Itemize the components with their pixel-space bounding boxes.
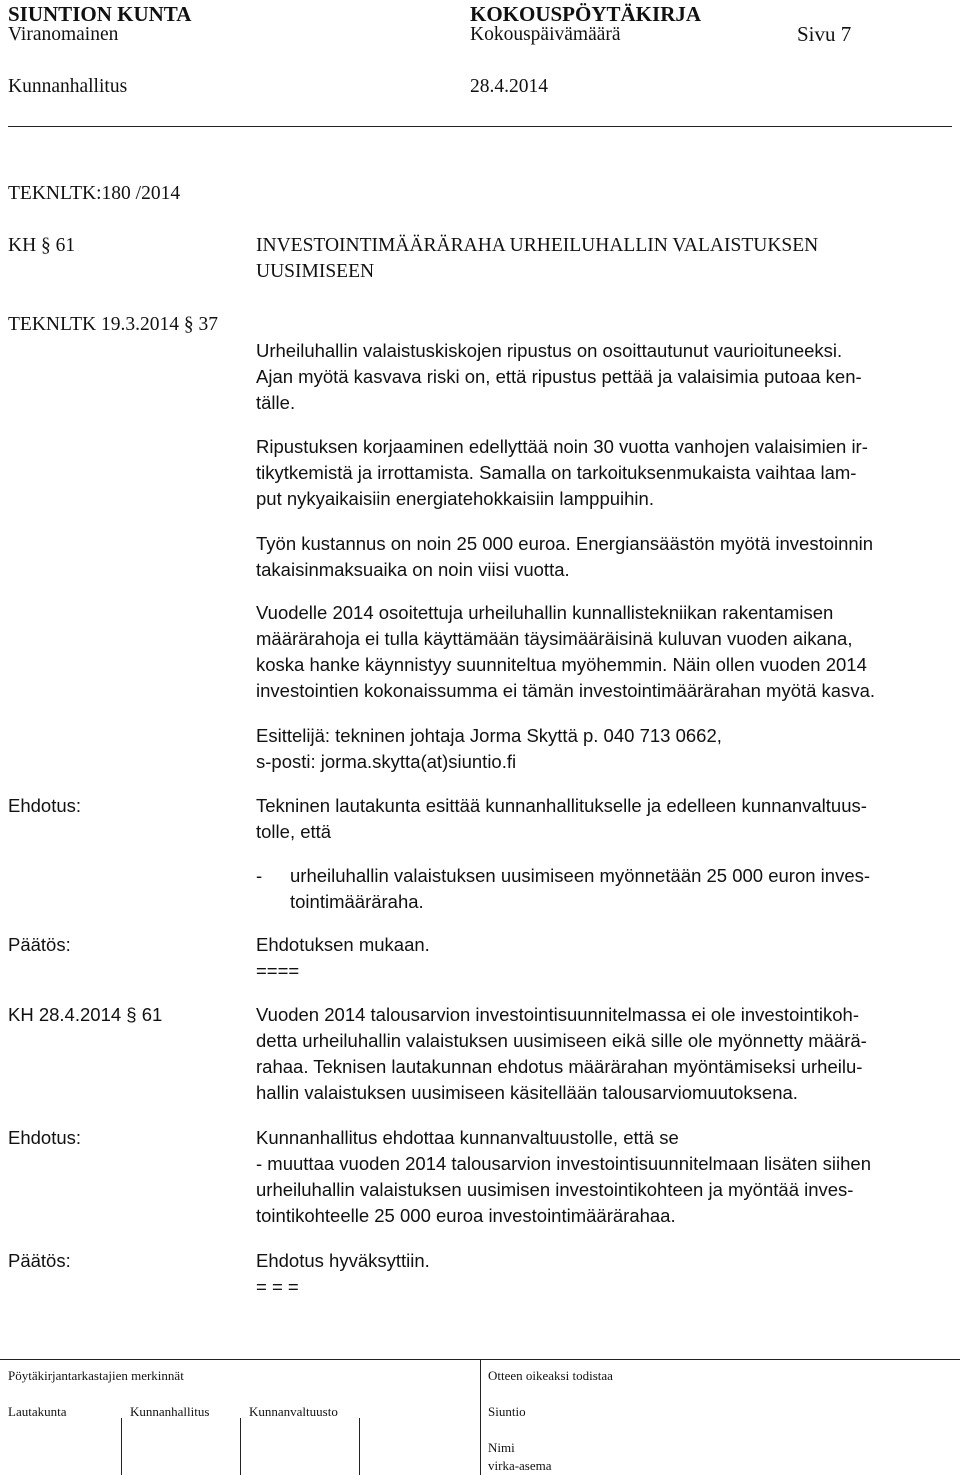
paragraph-3: Työn kustannus on noin 25 000 euroa. Energiansäästön myötä investoinnin takaisinmaksuaika on noin viisi vuotta. <box>256 533 874 580</box>
bullet-text: urheiluhallin valaistuksen uusimiseen myönnetään 25 000 euron inves- tointimääräraha. <box>290 865 871 912</box>
footer-signers-label: Pöytäkirjantarkastajien merkinnät <box>8 1368 184 1383</box>
footer-place: Siuntio <box>488 1404 526 1419</box>
paragraph-2: Ripustuksen korjaaminen edellyttää noin 30 vuotta vanhojen valaisimien ir- tikytkemistä ja irrottamista. Samalla on tarkoituksenmukaista vaihtaa lam- put nykyaikaisiin energiatehokkaisiin lamppuihin. <box>256 436 868 509</box>
page-number: Sivu 7 <box>797 22 852 46</box>
reference-teknltk-meeting: TEKNLTK 19.3.2014 § 37 <box>8 314 218 335</box>
decision-2-text: Ehdotus hyväksyttiin. = = = <box>256 1250 430 1297</box>
proposal-label: Ehdotus: <box>8 795 82 816</box>
decision-text: Ehdotuksen mukaan. ==== <box>256 934 430 981</box>
proposal-2-text: Kunnanhallitus ehdottaa kunnanvaltuustolle, että se - muuttaa vuoden 2014 talousarvion investointisuunnitelmaan lisäten siihen urheiluhallin valaistuksen uusimisen investointikohteen ja myöntää inves- tointikohteelle 25 000 euroa investointimäärärahaa. <box>256 1127 871 1226</box>
authority-label: Viranomainen <box>8 24 119 45</box>
footer-grid-line-2 <box>240 1418 241 1475</box>
kh-meeting-code: KH 28.4.2014 § 61 <box>8 1004 163 1025</box>
footer-title-label: virka-asema <box>488 1458 552 1473</box>
section-title: INVESTOINTIMÄÄRÄRAHA URHEILUHALLIN VALAISTUKSEN UUSIMISEEN <box>256 235 819 282</box>
header-rule <box>8 126 952 127</box>
kh-text: Vuoden 2014 talousarvion investointisuunnitelmassa ei ole investointikoh- detta urheiluhallin valaistuksen uusimiseen eikä sille ole myönnetty määrä- rahaa. Teknisen lautakunnan ehdotus määrärahan myöntämiseksi urheilu- hallin valaistuksen uusimiseen käsitellään talousarviomuutoksena. <box>256 1004 867 1103</box>
footer-grid-line-1 <box>121 1418 122 1475</box>
section-code: KH § 61 <box>8 235 76 256</box>
meeting-date: 28.4.2014 <box>470 76 548 97</box>
date-label: Kokouspäivämäärä <box>470 24 621 45</box>
reference-teknltk: TEKNLTK:180 /2014 <box>8 183 181 204</box>
footer-grid-line-3 <box>359 1418 360 1475</box>
decision-label: Päätös: <box>8 934 71 955</box>
decision-2-label: Päätös: <box>8 1250 71 1271</box>
proposal-text: Tekninen lautakunta esittää kunnanhallitukselle ja edelleen kunnanvaltuus- tolle, että <box>256 795 867 842</box>
footer-name-label: Nimi <box>488 1440 515 1455</box>
paragraph-1: Urheiluhallin valaistuskiskojen ripustus on osoittautunut vaurioituneeksi. Ajan myötä kasvava riski on, että ripustus pettää ja valaisimia putoaa ken- tälle. <box>256 340 862 413</box>
bullet-dash: - <box>256 865 263 886</box>
presenter: Esittelijä: tekninen johtaja Jorma Skyttä p. 040 713 0662, s-posti: jorma.skytta(at)siuntio.fi <box>256 725 722 772</box>
proposal-2-label: Ehdotus: <box>8 1127 82 1148</box>
footer-divider <box>480 1359 481 1475</box>
doc-type: KOKOUSPÖYTÄKIRJA <box>470 2 702 26</box>
footer-body-kunnanhallitus: Kunnanhallitus <box>130 1404 210 1419</box>
authority: Kunnanhallitus <box>8 76 128 97</box>
footer-body-kunnanvaltuusto: Kunnanvaltuusto <box>249 1404 338 1419</box>
paragraph-4: Vuodelle 2014 osoitettuja urheiluhallin kunnallistekniikan rakentamisen määrärahoja ei tulla käyttämään täysimääräisinä kuluvan vuoden aikana, koska hanke käynnistyy suunniteltua myöhemmin. Näin ollen vuoden 2014 investointien kokonaissumma ei tämän investointimäärärahan myötä kasva. <box>256 602 876 701</box>
footer-body-lautakunta: Lautakunta <box>8 1404 67 1419</box>
footer-certify-label: Otteen oikeaksi todistaa <box>488 1368 613 1383</box>
org-name: SIUNTION KUNTA <box>8 2 192 26</box>
